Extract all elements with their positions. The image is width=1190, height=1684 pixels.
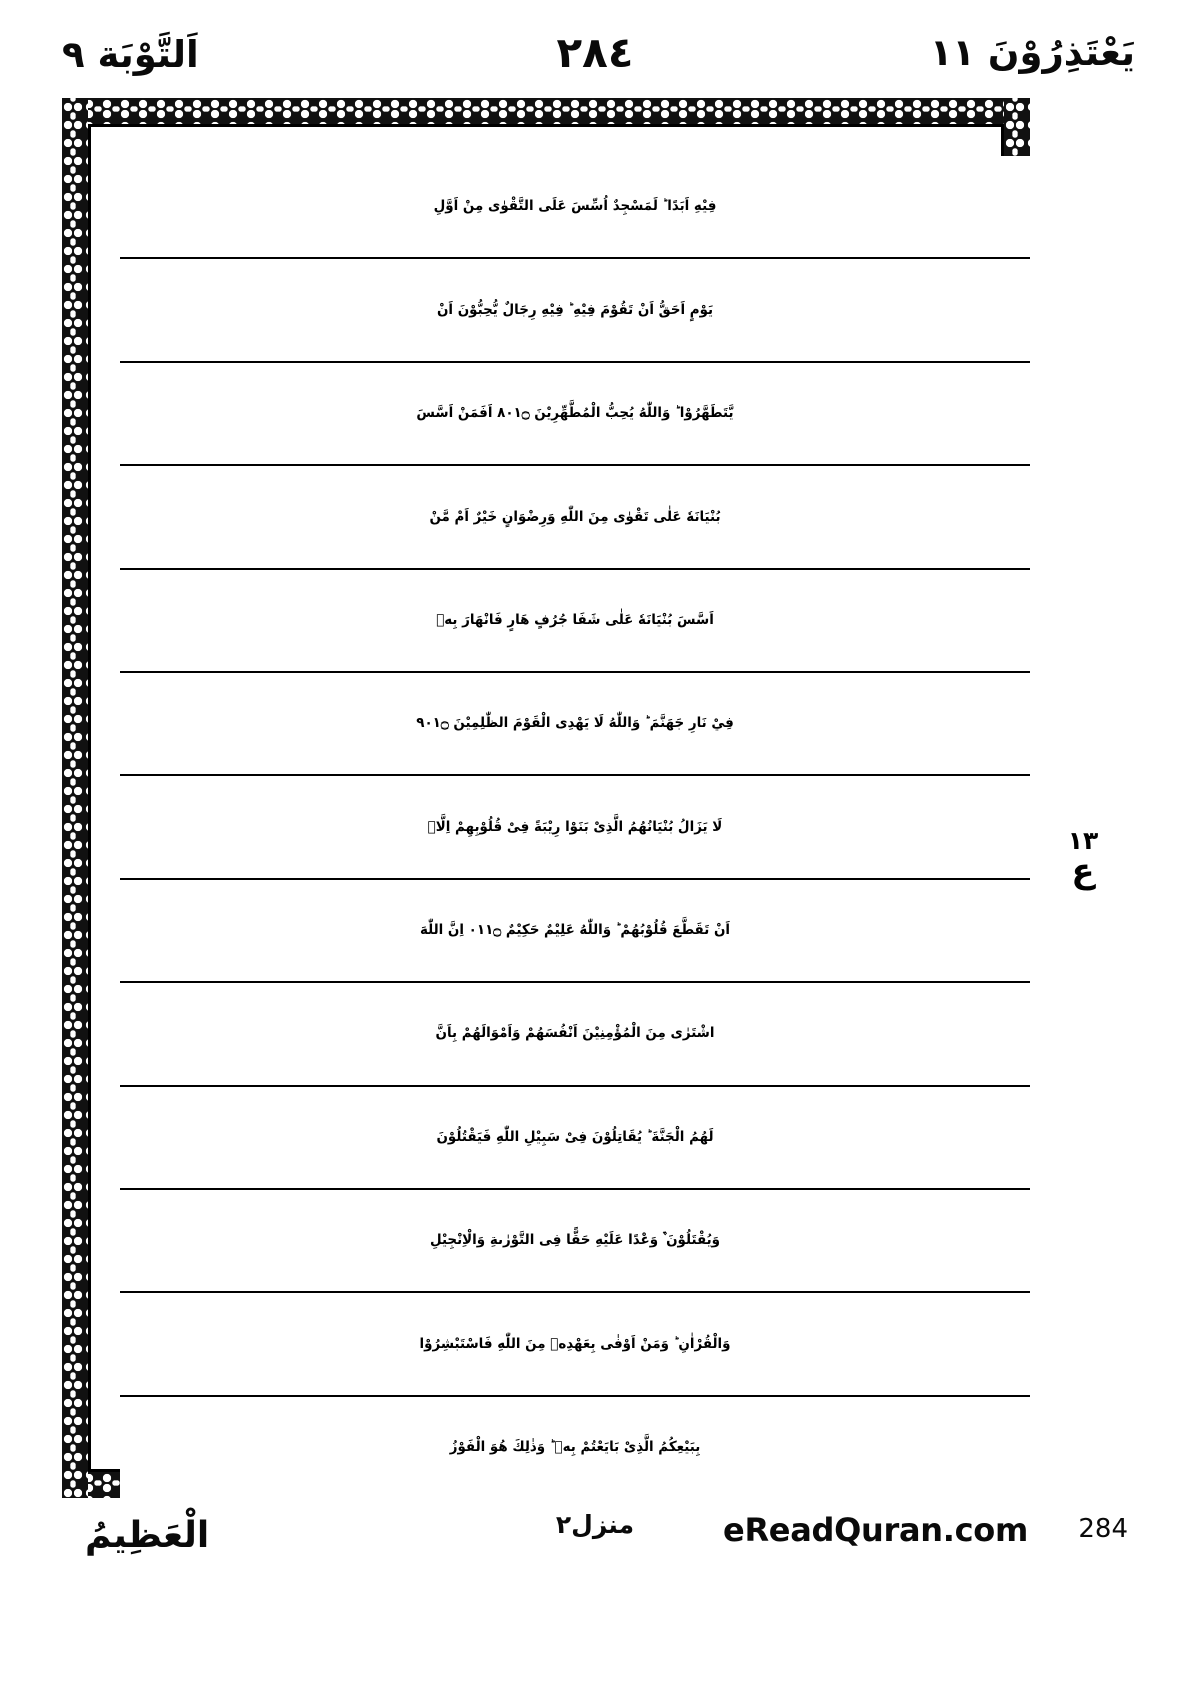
- ayah-line-13: [120, 1397, 1030, 1498]
- header-juz-label: يَعْتَذِرُوْنَ ١١: [929, 31, 1135, 74]
- ayah-line-12-text: وَالْقُرْاٰنِ ؕ وَمَنْ اَوْفٰى بِعَهْدِهٖ مِنَ اللّٰهِ فَاسْتَبْشِرُوْا: [419, 1335, 731, 1352]
- page-header: [40, 30, 1150, 92]
- ruku-symbol-icon: ع: [1071, 851, 1095, 892]
- ayah-line-10: [120, 1087, 1030, 1190]
- ayah-line-13-text: بِبَيْعِكُمُ الَّذِىْ بَايَعْتُمْ بِهٖ ؕ وَذٰلِكَ هُوَ الْفَوْزُ: [449, 1439, 701, 1456]
- footer-site-name: eReadQuran.com: [723, 1511, 1028, 1549]
- ayah-line-4-text: بُنْيَانَهٗ عَلٰى تَقْوٰى مِنَ اللّٰهِ وَرِضْوَانٍ خَيْرٌ اَمْ مَّنْ: [429, 508, 721, 525]
- border-left-ornament: [62, 98, 88, 1498]
- ayah-line-8: [120, 880, 1030, 983]
- ayah-line-3: [120, 363, 1030, 466]
- header-page-number-arabic: ٢٨٤: [556, 28, 634, 77]
- footer-continuation-text: الْعَظِيمُ: [85, 1515, 210, 1556]
- ayah-line-9-text: اشْتَرٰى مِنَ الْمُؤْمِنِيْنَ اَنْفُسَهُمْ وَاَمْوَالَهُمْ بِاَنَّ: [435, 1025, 715, 1042]
- ayah-line-6: [120, 673, 1030, 776]
- ayah-line-2: [120, 259, 1030, 362]
- ayah-line-4: [120, 466, 1030, 569]
- footer-manzil-label: منزل٢: [555, 1510, 635, 1539]
- ornamental-border-frame: [62, 98, 1030, 1498]
- border-top-ornament: [62, 98, 1030, 124]
- ayah-line-7-text: لَا يَزَالُ بُنْيَانُهُمُ الَّذِىْ بَنَوْا رِيْبَةً فِىْ قُلُوْبِهِمْ اِلَّاۤ: [427, 818, 723, 835]
- ayah-line-2-text: يَوْمٍ اَحَقُّ اَنْ تَقُوْمَ فِيْهِ ؕ فِيْهِ رِجَالٌ يُّحِبُّوْنَ اَنْ: [436, 301, 714, 318]
- ayah-line-11: [120, 1190, 1030, 1293]
- ayah-line-6-text: فِيْ نَارِ جَهَنَّمَ ؕ وَاللّٰهُ لَا يَهْدِى الْقَوْمَ الظّٰلِمِيْنَ ۝١٠٩: [416, 715, 734, 732]
- ayah-line-1-text: فِيْهِ اَبَدًا ؕ لَمَسْجِدٌ اُسِّسَ عَلَى التَّقْوٰى مِنْ اَوَّلِ: [433, 198, 717, 215]
- ayah-line-3-text: يَّتَطَهَّرُوْا ؕ وَاللّٰهُ يُحِبُّ الْمُطَّهِّرِيْنَ ۝١٠٨ اَفَمَنْ اَسَّسَ: [416, 405, 734, 422]
- ayah-line-1: [120, 156, 1030, 259]
- ayah-line-9: [120, 983, 1030, 1086]
- ayah-line-8-text: اَنْ تَقَطَّعَ قُلُوْبُهُمْ ؕ وَاللّٰهُ عَلِيْمٌ حَكِيْمٌ ۝١١٠ اِنَّ اللّٰهَ: [419, 922, 731, 939]
- page-footer: [40, 1506, 1150, 1596]
- ayah-line-10-text: لَهُمُ الْجَنَّةَ ؕ يُقَاتِلُوْنَ فِىْ سَبِيْلِ اللّٰهِ فَيَقْتُلُوْنَ: [436, 1128, 714, 1145]
- ruku-margin-marker: [1048, 828, 1118, 890]
- ayah-line-5: [120, 570, 1030, 673]
- quran-text-block: [120, 156, 1030, 1498]
- ayah-line-5-text: اَسَّسَ بُنْيَانَهٗ عَلٰى شَفَا جُرُفٍ هَارٍ فَانْهَارَ بِهٖ: [436, 611, 714, 628]
- footer-page-number: 284: [1078, 1514, 1128, 1544]
- header-surah-label: اَلتَّوْبَة ٩: [62, 33, 199, 76]
- inner-keyline: [88, 124, 1004, 1472]
- ruku-number: ١٣: [1067, 826, 1099, 855]
- ayah-line-7: [120, 776, 1030, 879]
- ayah-line-11-text: وَيُقْتَلُوْنَ ۫ۛ وَعْدًا عَلَيْهِ حَقًّا فِى التَّوْرٰىةِ وَالْاِنْجِيْلِ: [429, 1232, 721, 1249]
- ayah-line-12: [120, 1293, 1030, 1396]
